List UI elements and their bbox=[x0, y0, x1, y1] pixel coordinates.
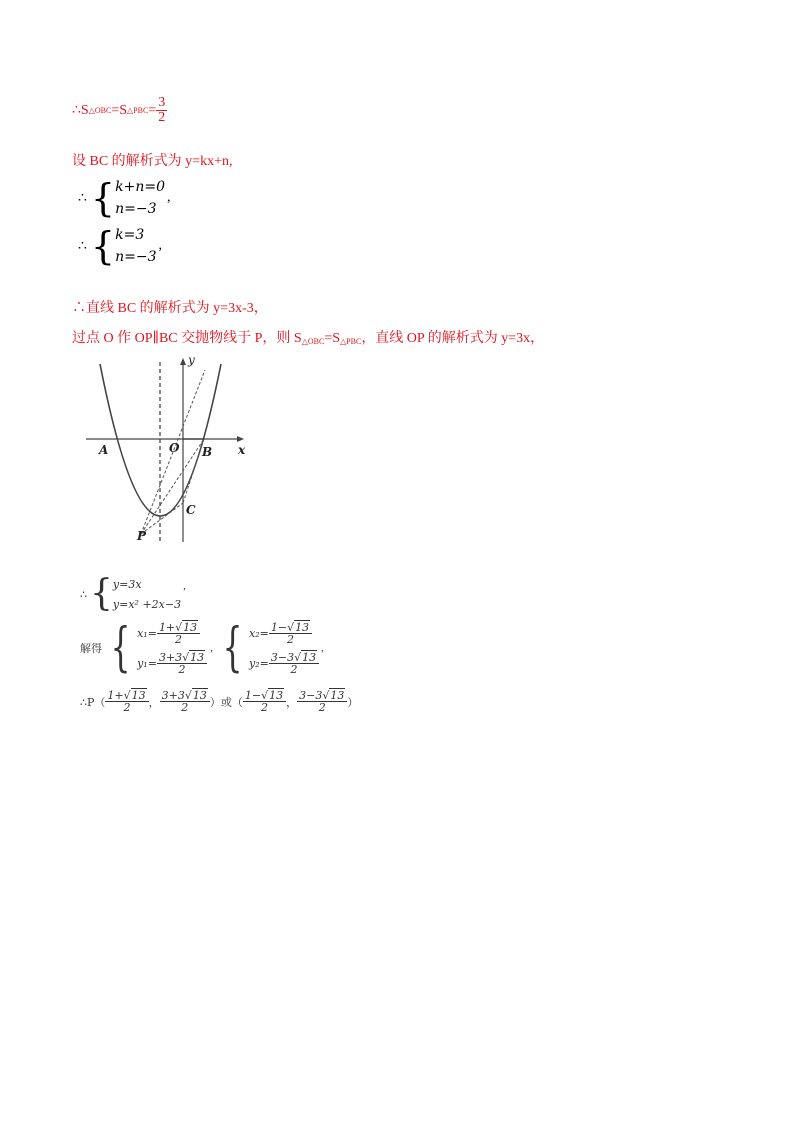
equation-row: n=−3 bbox=[115, 201, 157, 217]
solution-set-1 bbox=[137, 618, 207, 678]
equation-row: n=−3 bbox=[115, 249, 157, 265]
x1-label: x₁= bbox=[137, 626, 157, 640]
fraction-denominator: 2 bbox=[105, 701, 148, 713]
bc-result-line: ∴直线 BC 的解析式为 y=3x-3， bbox=[72, 301, 268, 316]
fraction-denominator: 2 bbox=[269, 663, 319, 675]
x2-row bbox=[249, 622, 319, 645]
fraction-numerator bbox=[269, 622, 312, 633]
fraction-numerator: 3 bbox=[158, 95, 166, 110]
left-brace: { bbox=[90, 573, 113, 614]
fraction-denominator: 2 bbox=[157, 663, 207, 675]
therefore-symbol: ∴ bbox=[78, 190, 87, 206]
left-brace: { bbox=[90, 176, 116, 220]
system-equations bbox=[115, 176, 165, 220]
numerator-part: 3+3 bbox=[158, 650, 183, 664]
label-p: P bbox=[137, 529, 147, 543]
fraction-numerator bbox=[157, 622, 200, 633]
trailing-comma: , bbox=[183, 580, 186, 592]
sqrt: √13 bbox=[322, 689, 345, 702]
fraction-numerator bbox=[157, 652, 207, 663]
op-text-b: =S bbox=[324, 331, 341, 346]
equals-s: =S bbox=[111, 102, 127, 118]
fraction-numerator bbox=[243, 690, 286, 701]
system-2 bbox=[78, 224, 162, 268]
p1y-fraction bbox=[160, 690, 210, 713]
trailing-comma: , bbox=[166, 190, 171, 205]
fraction-denominator: 2 bbox=[157, 633, 200, 645]
equation-row: y=x² +2x−3 bbox=[112, 597, 182, 611]
answer-comma: ， bbox=[286, 696, 298, 709]
p1x-fraction bbox=[105, 690, 148, 713]
label-c: C bbox=[186, 503, 196, 517]
p2y-fraction bbox=[297, 690, 347, 713]
trailing-comma: , bbox=[158, 238, 162, 253]
numerator-part: 1− bbox=[244, 689, 262, 702]
radicand: 13 bbox=[330, 689, 345, 702]
answer-close: ） bbox=[347, 696, 359, 709]
numerator-part: 1+ bbox=[158, 620, 176, 634]
y1-fraction bbox=[157, 652, 207, 675]
x1-row bbox=[137, 622, 207, 645]
y-axis-arrow bbox=[180, 358, 186, 365]
subscript-obc: △OBC bbox=[301, 337, 325, 346]
fraction-three-halves bbox=[156, 96, 167, 125]
therefore-symbol: ∴ bbox=[80, 588, 87, 601]
y2-label: y₂= bbox=[249, 656, 269, 670]
area-equality-line bbox=[72, 96, 167, 125]
numerator-part: 3−3 bbox=[299, 689, 323, 702]
sqrt: √13 bbox=[184, 689, 207, 702]
fraction-denominator: 2 bbox=[158, 110, 166, 125]
x2-label: x₂= bbox=[249, 626, 269, 640]
x-axis-arrow bbox=[237, 436, 244, 442]
therefore-s: ∴S bbox=[72, 103, 89, 118]
y1-label: y₁= bbox=[137, 656, 157, 670]
answer-or: ）或（ bbox=[209, 696, 243, 709]
solution-block bbox=[80, 618, 324, 678]
fraction-denominator: 2 bbox=[269, 633, 312, 645]
subscript-obc: △OBC bbox=[88, 106, 112, 115]
bc-form-line: 设 BC 的解析式为 y=kx+n, bbox=[72, 154, 233, 169]
numerator-part: 1+ bbox=[107, 689, 124, 702]
op-line bbox=[72, 327, 544, 347]
answer-line bbox=[80, 690, 358, 713]
label-b: B bbox=[202, 445, 213, 459]
label-x: x bbox=[238, 443, 246, 457]
sqrt: √13 bbox=[182, 650, 205, 664]
radicand: 13 bbox=[190, 650, 205, 664]
subscript-pbc: △PBC bbox=[127, 106, 149, 115]
equation-row: k+n=0 bbox=[115, 179, 165, 195]
left-brace: { bbox=[90, 224, 116, 268]
radicand: 13 bbox=[269, 689, 284, 702]
equation-row: y=3x bbox=[112, 577, 142, 591]
answer-prefix: ∴P（ bbox=[80, 695, 106, 709]
equals-sign: = bbox=[148, 102, 157, 118]
fraction-denominator: 2 bbox=[160, 701, 210, 713]
radicand: 13 bbox=[295, 620, 310, 634]
fraction-numerator bbox=[105, 690, 148, 701]
numerator-part: 1− bbox=[270, 620, 288, 634]
left-brace: { bbox=[222, 618, 243, 678]
equation-row: k=3 bbox=[115, 227, 145, 243]
fraction-numerator bbox=[160, 690, 210, 701]
system-1 bbox=[78, 176, 170, 220]
sqrt: √13 bbox=[261, 689, 284, 702]
label-a: A bbox=[99, 443, 109, 457]
subscript-pbc: △PBC bbox=[340, 337, 362, 346]
answer-comma: ， bbox=[148, 696, 160, 709]
fraction-denominator: 2 bbox=[297, 701, 347, 713]
p2x-fraction bbox=[243, 690, 286, 713]
y2-row bbox=[249, 652, 319, 675]
radicand: 13 bbox=[131, 689, 146, 702]
label-o: O bbox=[169, 441, 180, 455]
radicand: 13 bbox=[192, 689, 207, 702]
parabola-figure bbox=[84, 356, 254, 546]
separator-comma: , bbox=[210, 642, 213, 654]
sqrt: √13 bbox=[123, 689, 146, 702]
sqrt: √13 bbox=[175, 620, 198, 634]
system-3 bbox=[80, 574, 186, 614]
solve-label: 解得 bbox=[80, 643, 102, 655]
radicand: 13 bbox=[183, 620, 198, 634]
trailing-comma: , bbox=[321, 642, 324, 654]
radicand: 13 bbox=[302, 650, 317, 664]
op-text-a: 过点 O 作 OP∥BC 交抛物线于 P，则 S bbox=[72, 331, 302, 346]
fraction-denominator: 2 bbox=[243, 701, 286, 713]
y1-row bbox=[137, 652, 207, 675]
solution-set-2 bbox=[249, 618, 319, 678]
numerator-part: 3−3 bbox=[270, 650, 295, 664]
sqrt: √13 bbox=[294, 650, 317, 664]
op-text-c: ，直线 OP 的解析式为 y=3x， bbox=[361, 331, 545, 346]
x2-fraction bbox=[269, 622, 312, 645]
system-equations bbox=[115, 224, 156, 268]
numerator-part: 3+3 bbox=[161, 689, 185, 702]
fraction-numerator bbox=[269, 652, 319, 663]
fraction-numerator bbox=[297, 690, 347, 701]
sqrt: √13 bbox=[287, 620, 310, 634]
system-equations bbox=[113, 574, 181, 614]
label-y: y bbox=[188, 356, 195, 367]
x1-fraction bbox=[157, 622, 200, 645]
left-brace: { bbox=[110, 618, 131, 678]
y2-fraction bbox=[269, 652, 319, 675]
therefore-symbol: ∴ bbox=[78, 238, 87, 254]
